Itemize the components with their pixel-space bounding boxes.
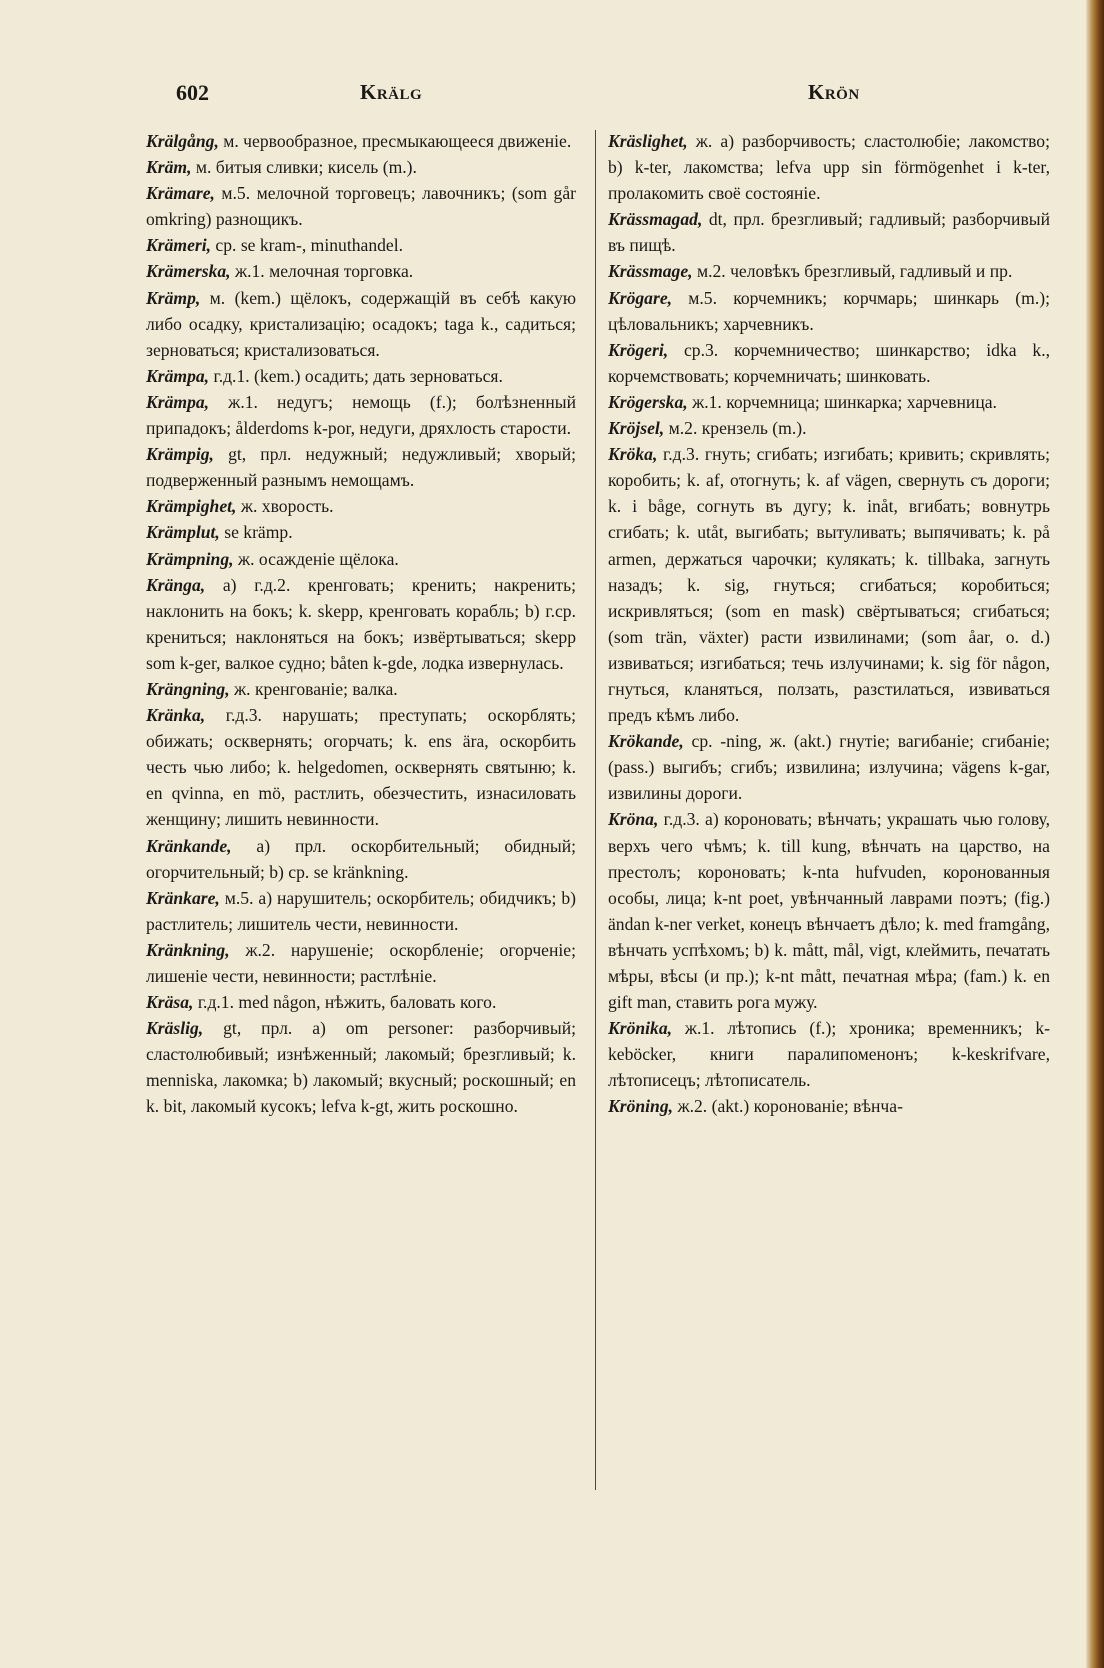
dictionary-entry [608,728,1050,806]
dictionary-entry [146,546,576,572]
entry-definition: ж.2. нарушеніе; оскорбленіе; огорченіе; лишеніе чести, невинности; растлѣніе. [146,939,576,986]
dictionary-entry [146,572,576,676]
entry-definition: gt, прл. a) om personer: разборчивый; сластолюбивый; изнѣженный; лакомый; брезгливый; k. menniska, лакомка; b) лакомый; вкусный; роскошный; en k. bit, лакомый кусокъ; lefva k-gt, жить роскошно. [146,1018,576,1117]
entry-headword: Krälgång, [146,131,219,151]
entry-definition: м.5. мелочной торговецъ; лавочникъ; (som går omkring) разнощикъ. [146,183,576,230]
entry-definition: м. битыя сливки; кисель (m.). [191,157,417,178]
page-edge [1086,0,1104,1668]
entry-headword: Krängning, [146,678,230,699]
dictionary-entry [146,493,576,519]
dictionary-entry [608,285,1050,337]
dictionary-entry [608,389,1050,415]
entry-headword: Krämplut, [146,522,220,543]
dictionary-entry [146,180,576,232]
entry-headword: Kröna, [608,809,659,830]
dictionary-entry [146,519,576,545]
entry-definition: ж. кренгованіе; валка. [229,678,398,699]
entry-definition: м.5. корчемникъ; корчмарь; шинкарь (m.); цѣловальникъ; харчевникъ. [608,287,1050,334]
dictionary-entry [146,154,576,180]
entry-definition: м.2. крензель (m.). [664,418,807,439]
right-running-head: Krön [808,80,860,104]
entry-definition: г.д.3. a) короновать; вѣнчать; украшать чью голову, верхъ чего чѣмъ; k. till kung, вѣнчать на царство, на престолъ; короновать; k-nta hufvuden, коронованныя особы, лица; k-nt poet, увѣнчанный лаврами поэтъ; (fig.) ändan k-ner verket, конецъ вѣнчаетъ дѣло; k. med framgång, вѣнчать успѣхомъ; b) k. mått, mål, vigt, клеймить, печатать мѣры, вѣсы (и пр.); k-nt mått, печатная мѣра; (fam.) k. en gift man, ставить рога мужу. [608,809,1050,1013]
entry-headword: Kröning, [608,1096,674,1117]
entry-headword: Kräslig, [146,1018,204,1039]
entry-headword: Krämeri, [146,235,212,256]
entry-headword: Krämp, [146,287,201,308]
dictionary-entry [608,441,1050,728]
entry-definition: ср.3. корчемничество; шинкарство; idka k., корчемствовать; корчемничать; шинковать. [608,339,1050,386]
dictionary-entry [608,206,1050,258]
dictionary-entry [146,702,576,832]
dictionary-entry [146,833,576,885]
entry-headword: Krämpighet, [146,496,237,517]
entry-definition: г.д.3. гнуть; сгибать; изгибать; кривить; скривлять; коробить; k. af, отогнуть; k. af vägen, свернуть съ дороги; k. i båge, согнуть въ дугу; k. inåt, вгибать; вовнутрь сгибать; k. utåt, выгибать; вытуливать; выпячивать; k. på armen, держаться чарочки; кулякать; k. tillbaka, загнуть назадъ; k. sig, гнуться; сгибаться; коробиться; искривляться; (som en mask) свёртываться; сгибаться; (som trän, växter) расти извилинами; (som åar, o. d.) извиваться; изгибаться; течь излучинами; k. sig för någon, гнуться, кланяться, ползать, разстилаться, извиваться предъ кѣмъ либо. [608,444,1050,726]
entry-headword: Kränkare, [146,887,220,908]
left-column [146,128,576,1120]
dictionary-entry [146,676,576,702]
entry-headword: Kröka, [608,444,658,465]
entry-headword: Kränga, [146,574,206,595]
entry-definition: a) г.д.2. кренговать; кренить; накренить; наклонить на бокъ; k. skepp, кренговать корабль; b) г.ср. крениться; наклоняться на бокъ; извёртываться; skepp som k-ger, валкое судно; båten k-gde, лодка извернулась. [146,574,576,673]
entry-definition: a) прл. оскорбительный; обидный; огорчительный; b) ср. se kränkning. [146,835,576,882]
dictionary-entry [146,937,576,989]
entry-headword: Krämare, [146,183,215,204]
entry-headword: Kränkande, [146,835,232,856]
entry-definition: г.д.1. med någon, нѣжить, баловать кого. [193,992,497,1013]
column-divider [595,130,596,1490]
dictionary-entry [608,1015,1050,1093]
dictionary-entry [146,989,576,1015]
entry-definition: ср. se kram-, minuthandel. [211,235,404,256]
entry-definition: г.д.1. (kem.) осадить; дать зерноваться. [209,365,503,386]
dictionary-entry [608,806,1050,1015]
entry-definition: м.2. человѣкъ брезгливый, гадливый и пр. [692,261,1013,282]
entry-headword: Krässmagad, [608,209,703,230]
dictionary-entry [146,258,576,284]
right-column [608,128,1050,1120]
entry-definition: м.5. a) нарушитель; оскорбитель; обидчикъ; b) растлитель; лишитель чести, невинности. [146,887,576,934]
entry-definition: ж.1. недугъ; немощь (f.); болѣзненный припадокъ; ålderdoms k-por, недуги, дряхлость старости. [146,391,576,439]
entry-headword: Kräm, [146,157,192,178]
entry-definition: г.д.3. нарушать; преступать; оскорблять; обижать; осквернять; огорчать; k. ens ära, оскорбить честь чью либо; k. helgedomen, осквернять святыню; k. en qvinna, en mö, растлить, обезчестить, изнасиловать женщину; лишить невинности. [146,705,576,830]
page-number: 602 [176,80,209,105]
entry-headword: Kränka, [146,705,206,726]
entry-definition: dt, прл. брезгливый; гадливый; разборчивый въ пищѣ. [608,209,1050,256]
dictionary-entry [146,232,576,258]
dictionary-entry [608,258,1050,284]
entry-headword: Kröjsel, [608,418,665,439]
entry-headword: Krämerska, [146,261,231,282]
dictionary-entry [608,415,1050,441]
dictionary-entry [146,389,576,441]
entry-definition: se krämp. [219,522,293,543]
dictionary-entry [146,1015,576,1119]
entry-headword: Kräsa, [146,992,194,1013]
dictionary-entry [146,441,576,493]
entry-headword: Krögeri, [608,339,669,360]
dictionary-entry [608,128,1050,206]
entry-definition: ж.1. лѣтопись (f.); хроника; временникъ; k-keböcker, книги паралипоменонъ; k-keskrifvare, лѣтописецъ; лѣтописатель. [608,1018,1050,1091]
entry-definition: м. червообразное, пресмыкающееся движеніе. [218,131,572,151]
entry-definition: ж.1. корчемница; шинкарка; харчевница. [687,391,997,412]
left-running-head: Krälg [360,80,423,104]
entry-headword: Kränkning, [146,939,230,960]
entry-definition: ж. хворость. [236,496,334,517]
entry-definition: м. (kem.) щёлокъ, содержащій въ себѣ какую либо осадку, кристализацію; осадокъ; taga k., садиться; зерноваться; кристализоваться. [146,287,576,360]
entry-headword: Krönika, [608,1018,673,1039]
entry-headword: Krämpig, [146,444,214,465]
entry-definition: ж.2. (akt.) коронованіе; вѣнча- [673,1096,903,1117]
entry-definition: ср. -ning, ж. (akt.) гнутіе; вагибаніе; сгибаніе; (pass.) выгибъ; сгибъ; извилина; излучина; vägens k-gar, извилины дороги. [608,731,1050,804]
entry-definition: gt, прл. недужный; недужливый; хворый; подверженный разнымъ немощамъ. [146,444,576,491]
dictionary-entry [146,885,576,937]
page-header [0,80,1104,110]
dictionary-entry [146,363,576,389]
entry-headword: Krämpa, [146,365,210,386]
entry-headword: Krämpa, [146,391,210,412]
entry-headword: Krökande, [608,731,684,752]
entry-headword: Kräslighet, [608,131,688,151]
entry-definition: ж. осажденіе щёлока. [233,548,399,569]
dictionary-entry [146,285,576,363]
entry-headword: Krässmage, [608,261,693,282]
entry-headword: Krögare, [608,287,673,308]
entry-definition: ж.1. мелочная торговка. [230,261,414,282]
dictionary-entry [608,337,1050,389]
entry-definition: ж. a) разборчивость; сластолюбіе; лакомство; b) k-ter, лакомства; lefva upp sin förmögenhet i k-ter, пролакомить своё состояніе. [608,131,1050,204]
dictionary-entry [608,1093,1050,1119]
dictionary-entry [146,128,576,154]
entry-headword: Krämpning, [146,548,234,569]
entry-headword: Krögerska, [608,391,688,412]
